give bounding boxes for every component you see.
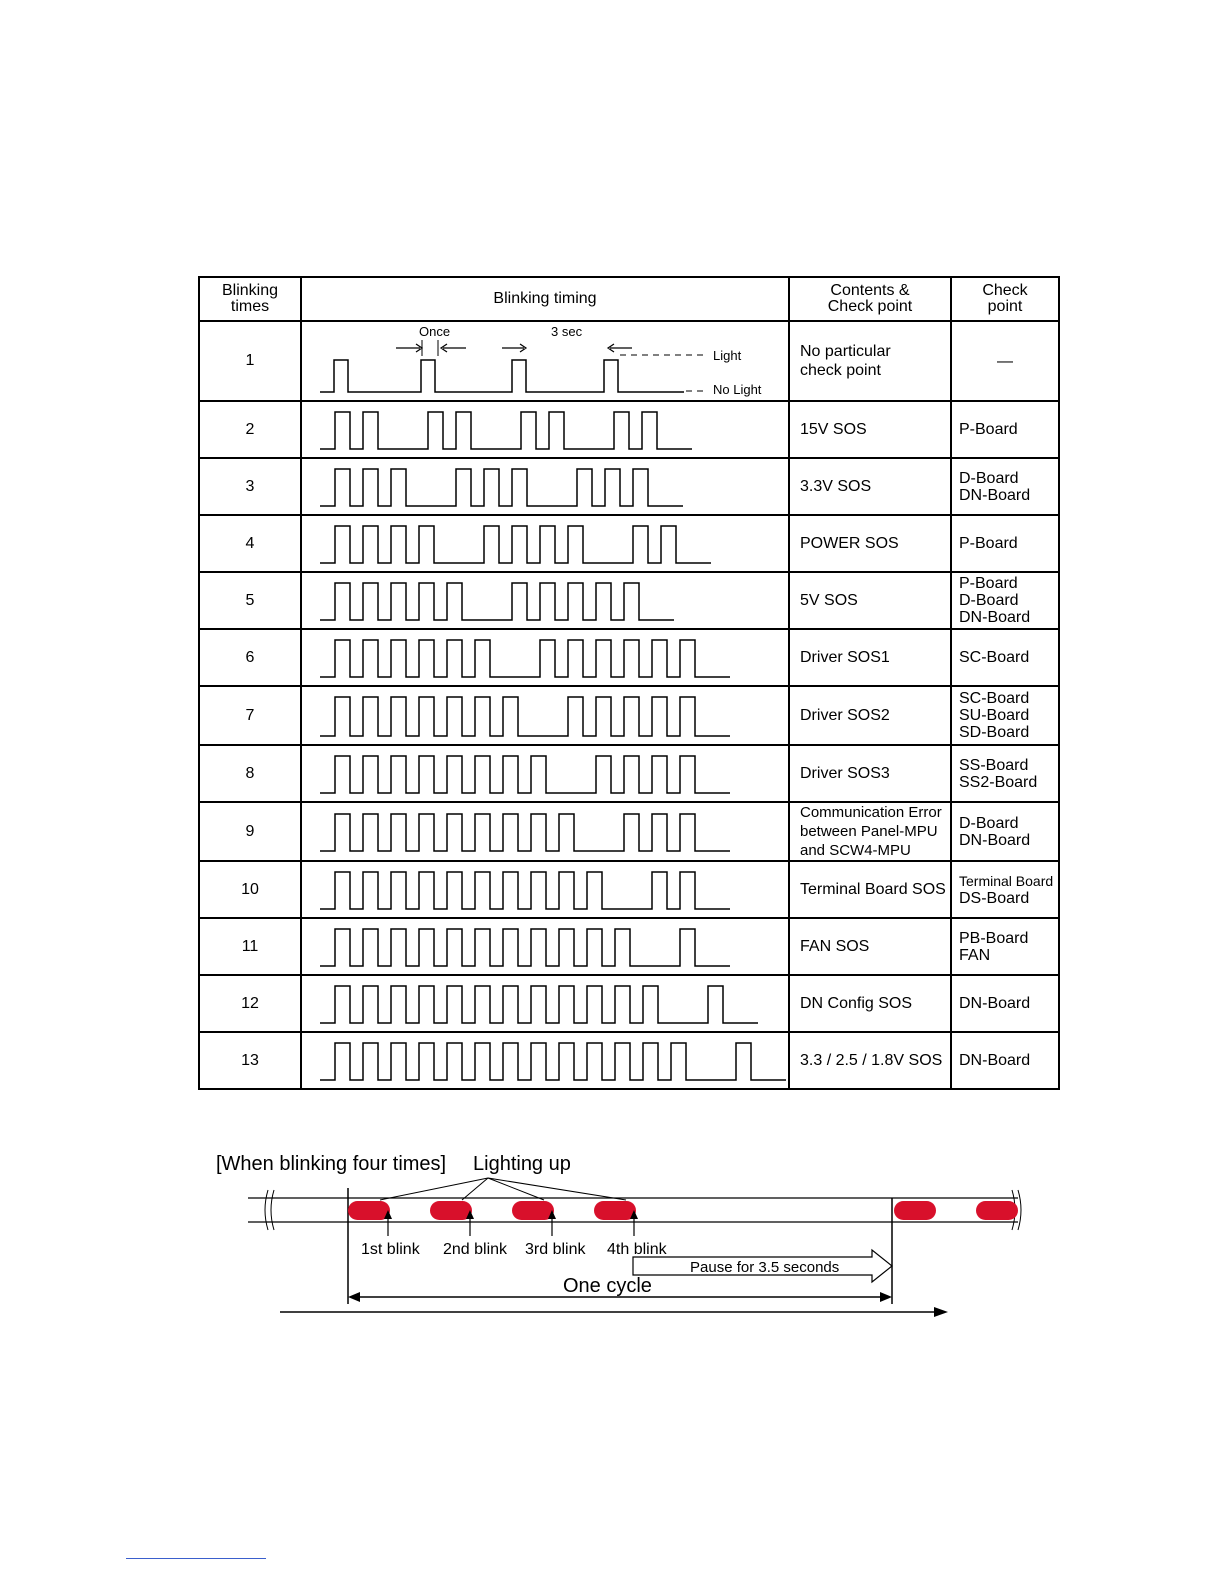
check-point-line: P-Board xyxy=(959,421,1018,438)
contents-line: FAN SOS xyxy=(800,938,870,955)
leader-line xyxy=(380,1178,488,1200)
contents-line: Driver SOS1 xyxy=(800,649,890,666)
timing-waveform xyxy=(302,573,786,628)
waveform-path xyxy=(320,469,683,506)
blinking-times-cell: 9 xyxy=(199,802,301,861)
table-row xyxy=(199,861,1059,918)
check-point-cell xyxy=(951,515,1059,572)
timing-waveform xyxy=(302,1033,786,1088)
lamp-on xyxy=(512,1201,554,1220)
check-point-cell xyxy=(951,975,1059,1032)
header-contents: Contents & Check point xyxy=(789,277,951,321)
check-point-line: SS-Board xyxy=(959,756,1029,774)
lamp-on xyxy=(894,1201,936,1220)
contents-line: 3.3 / 2.5 / 1.8V SOS xyxy=(800,1052,943,1069)
sos-blinking-table xyxy=(198,276,1060,1090)
left-break-mark xyxy=(265,1190,274,1230)
table-body xyxy=(199,321,1059,1089)
table-row xyxy=(199,321,1059,401)
header-check-point: Check point xyxy=(951,277,1059,321)
time-axis-arrowhead xyxy=(934,1307,948,1317)
contents-cell xyxy=(789,401,951,458)
table-row xyxy=(199,572,1059,629)
contents-cell xyxy=(789,458,951,515)
check-point-line: D-Board xyxy=(959,592,1019,609)
timing-waveform xyxy=(302,687,786,744)
contents-cell xyxy=(789,861,951,918)
legend-no-light: No Light xyxy=(713,382,762,397)
check-point-cell xyxy=(951,458,1059,515)
waveform-path xyxy=(320,583,674,620)
header-blinking-timing: Blinking timing xyxy=(301,277,789,321)
table-row xyxy=(199,975,1059,1032)
table-row xyxy=(199,802,1059,861)
check-point-cell xyxy=(951,321,1059,401)
contents-cell xyxy=(789,918,951,975)
blinking-times-cell: 5 xyxy=(199,572,301,629)
timing-cell xyxy=(301,918,789,975)
waveform-path xyxy=(320,1043,786,1080)
lamp-on xyxy=(430,1201,472,1220)
contents-line: Communication Error xyxy=(800,804,942,821)
dimension-arrows xyxy=(396,344,632,352)
timing-waveform xyxy=(302,516,786,571)
check-point-cell xyxy=(951,686,1059,745)
check-point-line: P-Board xyxy=(959,575,1018,592)
check-point-line: PB-Board xyxy=(959,929,1029,947)
contents-line: DN Config SOS xyxy=(800,995,913,1012)
table-row xyxy=(199,515,1059,572)
leader-line xyxy=(462,1178,488,1200)
check-point-line: DN-Board xyxy=(959,609,1031,626)
leader-lines xyxy=(380,1178,626,1200)
header-blinking-times: Blinking times xyxy=(199,277,301,321)
blinking-times-cell: 2 xyxy=(199,401,301,458)
table-row xyxy=(199,686,1059,745)
lamp-on xyxy=(594,1201,636,1220)
timing-waveform xyxy=(302,746,786,801)
table-row xyxy=(199,401,1059,458)
check-point-line: DN-Board xyxy=(959,1052,1031,1069)
lamp-on xyxy=(348,1201,390,1220)
blink-label: 3rd blink xyxy=(525,1241,586,1258)
timing-cell xyxy=(301,401,789,458)
check-point-line: SC-Board xyxy=(959,690,1030,707)
contents-line: 3.3V SOS xyxy=(800,478,872,495)
timing-cell xyxy=(301,321,789,401)
blinking-times-cell: 10 xyxy=(199,861,301,918)
legend-light: Light xyxy=(713,348,742,363)
waveform-path xyxy=(320,929,730,966)
table-row xyxy=(199,745,1059,802)
waveform-path xyxy=(320,640,730,677)
timing-waveform xyxy=(302,322,786,400)
one-cycle-left-arrowhead xyxy=(348,1292,360,1302)
table-row xyxy=(199,458,1059,515)
blinking-times-cell: 6 xyxy=(199,629,301,686)
timing-cell xyxy=(301,861,789,918)
waveform-path xyxy=(320,526,711,563)
waveform-path xyxy=(320,814,730,851)
timing-waveform xyxy=(302,459,786,514)
waveform-path xyxy=(320,360,684,392)
check-point-line: D-Board xyxy=(959,814,1019,832)
contents-line: Driver SOS3 xyxy=(800,765,890,782)
waveform-path xyxy=(320,986,758,1023)
timing-cell xyxy=(301,802,789,861)
timing-waveform xyxy=(302,862,786,917)
waveform-path xyxy=(320,697,730,736)
contents-line: check point xyxy=(800,362,881,379)
lighting-up-label: Lighting up xyxy=(473,1153,571,1175)
timing-cell xyxy=(301,975,789,1032)
contents-cell xyxy=(789,802,951,861)
check-point-line: P-Board xyxy=(959,535,1018,552)
one-cycle-right-arrowhead xyxy=(880,1292,892,1302)
timing-waveform xyxy=(302,402,786,457)
check-point-line: DN-Board xyxy=(959,486,1031,504)
waveform-path xyxy=(320,756,730,793)
contents-cell xyxy=(789,975,951,1032)
timing-cell xyxy=(301,572,789,629)
check-point-cell xyxy=(951,861,1059,918)
check-point-cell xyxy=(951,918,1059,975)
blinking-times-cell: 4 xyxy=(199,515,301,572)
waveform-path xyxy=(320,872,730,909)
lamp-on xyxy=(976,1201,1018,1220)
contents-line: Terminal Board SOS xyxy=(800,881,946,898)
contents-line: No particular xyxy=(800,343,891,360)
timing-cell xyxy=(301,1032,789,1089)
check-point-line: DN-Board xyxy=(959,831,1031,849)
leader-line xyxy=(488,1178,544,1200)
check-point-line: SS2-Board xyxy=(959,773,1038,791)
blink-label: 4th blink xyxy=(607,1241,667,1258)
contents-line: and SCW4-MPU xyxy=(800,842,911,859)
timing-waveform xyxy=(302,630,786,685)
timing-cell xyxy=(301,458,789,515)
table-row xyxy=(199,629,1059,686)
check-point-line: D-Board xyxy=(959,469,1019,487)
blinking-times-cell: 12 xyxy=(199,975,301,1032)
legend-once: Once xyxy=(419,324,451,339)
timing-cell xyxy=(301,745,789,802)
blink-label: 1st blink xyxy=(361,1241,420,1258)
check-point-cell xyxy=(951,629,1059,686)
contents-cell xyxy=(789,572,951,629)
contents-line: between Panel-MPU xyxy=(800,823,938,840)
timing-waveform xyxy=(302,804,786,859)
contents-line: POWER SOS xyxy=(800,535,899,552)
table-row xyxy=(199,1032,1059,1089)
check-point-cell xyxy=(951,802,1059,861)
contents-line: 15V SOS xyxy=(800,421,867,438)
timing-cell xyxy=(301,686,789,745)
check-point-line: FAN xyxy=(959,946,991,964)
check-point-line: SC-Board xyxy=(959,649,1030,666)
check-point-cell xyxy=(951,745,1059,802)
waveform-path xyxy=(320,412,692,449)
pause-label: Pause for 3.5 seconds xyxy=(690,1259,840,1276)
blinking-times-cell: 7 xyxy=(199,686,301,745)
blink-cycle-diagram xyxy=(200,1140,1050,1330)
blinking-times-cell: 8 xyxy=(199,745,301,802)
timing-cell xyxy=(301,629,789,686)
contents-cell xyxy=(789,745,951,802)
one-cycle-label: One cycle xyxy=(563,1275,652,1297)
check-point-cell xyxy=(951,572,1059,629)
blinking-times-cell: 13 xyxy=(199,1032,301,1089)
check-point-line: SU-Board xyxy=(959,707,1030,724)
check-point-line: DS-Board xyxy=(959,889,1030,907)
timing-waveform xyxy=(302,919,786,974)
contents-cell xyxy=(789,515,951,572)
check-point-line: — xyxy=(997,352,1013,370)
check-point-cell xyxy=(951,401,1059,458)
check-point-cell xyxy=(951,1032,1059,1089)
table-header-row xyxy=(199,277,1059,321)
cycle-title: [When blinking four times] xyxy=(216,1153,447,1175)
check-point-line: SD-Board xyxy=(959,724,1030,741)
contents-cell xyxy=(789,629,951,686)
lamp-group xyxy=(348,1201,1018,1220)
check-point-line: Terminal Board xyxy=(959,872,1054,889)
footer-link-line[interactable] xyxy=(126,1558,266,1559)
contents-cell xyxy=(789,1032,951,1089)
timing-waveform xyxy=(302,976,786,1031)
contents-cell xyxy=(789,321,951,401)
table-row xyxy=(199,918,1059,975)
legend-3-sec: 3 sec xyxy=(551,324,583,339)
check-point-line: DN-Board xyxy=(959,995,1031,1012)
blink-label: 2nd blink xyxy=(443,1241,508,1258)
blinking-times-cell: 1 xyxy=(199,321,301,401)
leader-line xyxy=(488,1178,626,1200)
blinking-times-cell: 11 xyxy=(199,918,301,975)
contents-line: Driver SOS2 xyxy=(800,707,890,724)
contents-cell xyxy=(789,686,951,745)
timing-cell xyxy=(301,515,789,572)
blinking-times-cell: 3 xyxy=(199,458,301,515)
contents-line: 5V SOS xyxy=(800,592,858,609)
